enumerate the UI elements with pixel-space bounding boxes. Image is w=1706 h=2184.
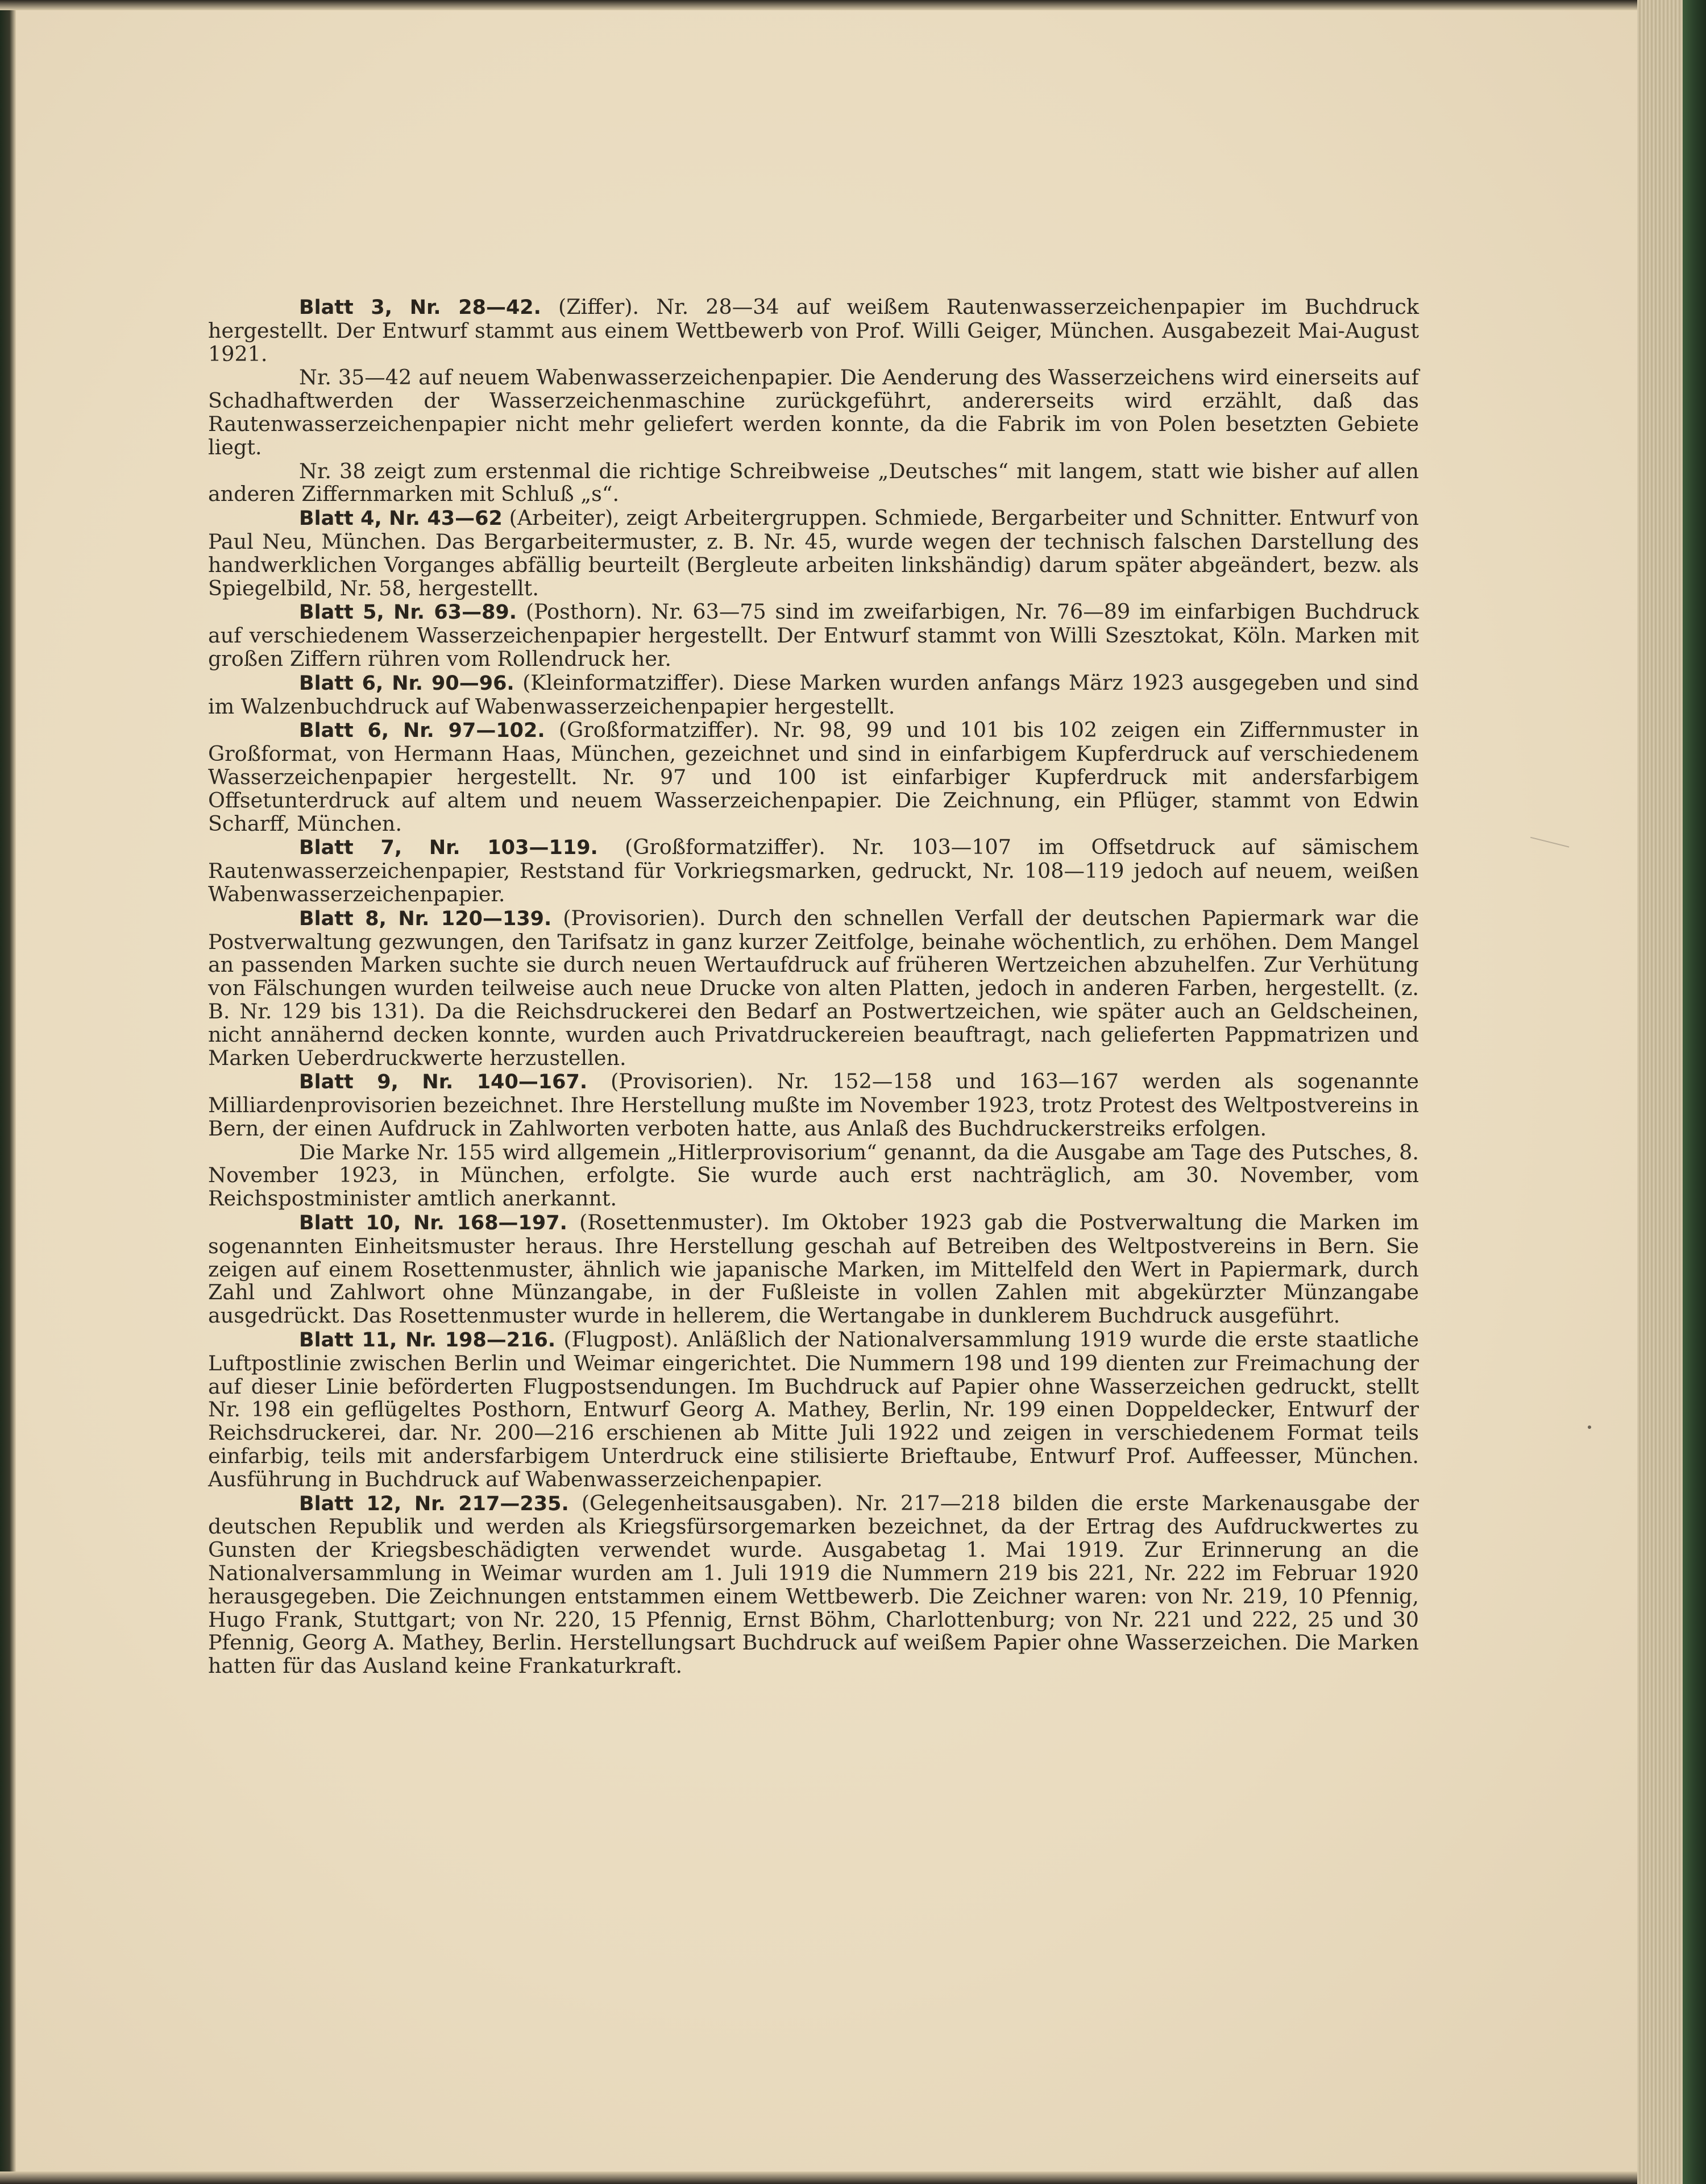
- page-left-edge: [0, 0, 16, 2184]
- paragraph-text: (Großformatziffer). Nr. 98, 99 und 101 bis 102 zeigen ein Ziffernmuster in Großformat, von Hermann Haas, München, gezeichnet und sind in einfarbigem Kupferdruck auf verschiedenem Wasserzeichenpapier hergestellt. Nr. 97 und 100 ist einfarbiger Kupferdruck mit andersfarbigem Offsetunterdruck auf altem und neuem Wasserzeichenpapier. Die Zeichnung, ein Pflüger, stammt von Edwin Scharff, München.: [208, 718, 1419, 836]
- paragraph-heading: Blatt 9, Nr. 140—167.: [299, 1071, 588, 1094]
- paragraph-heading: Blatt 6, Nr. 90—96.: [299, 672, 514, 695]
- paragraph-blatt-10: [208, 1211, 1419, 1328]
- paragraph-heading: Blatt 12, Nr. 217—235.: [299, 1492, 569, 1515]
- paper-speck: [1588, 1425, 1591, 1429]
- paragraph-blatt-6-grossformat: [208, 719, 1419, 835]
- paragraph-blatt-6-kleinformat: [208, 672, 1419, 719]
- paragraph-text: Nr. 35—42 auf neuem Wabenwasserzeichenpapier. Die Aenderung des Wasserzeichens wird einerseits auf Schadhaftwerden der Wasserzeichenmaschine zurückgeführt, andererseits wird erzählt, daß das Rautenwasserzeichenpapier nicht mehr geliefert werden konnte, da die Fabrik im von Polen besetzten Gebiete liegt.: [208, 365, 1419, 459]
- paragraph-heading: Blatt 3, Nr. 28—42.: [299, 296, 541, 319]
- paragraph-nr-35-42: [208, 366, 1419, 459]
- paragraph-blatt-4: [208, 507, 1419, 600]
- paragraph-heading: Blatt 7, Nr. 103—119.: [299, 836, 598, 860]
- paragraph-blatt-9: [208, 1070, 1419, 1140]
- paragraph-text: (Gelegenheitsausgaben). Nr. 217—218 bilden die erste Markenausgabe der deutschen Republik und werden als Kriegsfürsorgemarken bezeichnet, da der Ertrag des Aufdruckwertes zu Gunsten der Kriegsbeschädigten verwendet wurde. Ausgabetag 1. Mai 1919. Zur Erinnerung an die Nationalversammlung in Weimar wurden am 1. Juli 1919 die Nummern 219 bis 221, Nr. 222 im Februar 1920 herausgegeben. Die Zeichnungen entstammen einem Wettbewerb. Die Zeichner waren: von Nr. 219, 10 Pfennig, Hugo Frank, Stuttgart; von Nr. 220, 15 Pfennig, Ernst Böhm, Charlottenburg; von Nr. 221 und 222, 25 und 30 Pfennig, Georg A. Mathey, Berlin. Herstellungsart Buchdruck auf weißem Papier ohne Wasserzeichen. Die Marken hatten für das Ausland keine Frankaturkraft.: [208, 1490, 1419, 1679]
- paragraph-text: (Ziffer). Nr. 28—34 auf weißem Rautenwasserzeichenpapier im Buchdruck hergestellt. Der Entwurf stammt aus einem Wettbewerb von Prof. Willi Geiger, München. Ausgabezeit Mai-August 1921.: [208, 295, 1419, 366]
- paragraph-blatt-11: [208, 1328, 1419, 1491]
- paper-scratch-mark: [1529, 837, 1570, 853]
- page-top-edge: [0, 0, 1660, 10]
- paragraph-heading: Blatt 4, Nr. 43—62: [299, 507, 503, 531]
- paragraph-nr-38: [208, 460, 1419, 507]
- paragraph-nr-155: [208, 1141, 1419, 1211]
- paragraph-text: (Provisorien). Nr. 152—158 und 163—167 werden als sogenannte Milliardenprovisorien bezeichnet. Ihre Herstellung mußte im November 1923, trotz Protest des Weltpostvereins in Bern, der einen Aufdruck in Zahlworten verboten hatte, aus Anlaß des Buchdruckerstreiks erfolgen.: [208, 1069, 1419, 1141]
- paragraph-heading: Blatt 8, Nr. 120—139.: [299, 907, 552, 930]
- paragraph-text: (Großformatziffer). Nr. 103—107 im Offsetdruck auf sämischem Rautenwasserzeichenpapier, Reststand für Vorkriegsmarken, gedruckt, Nr. 108—119 jedoch auf neuem, weißen Wabenwasserzeichenpapier.: [208, 835, 1419, 906]
- paragraph-text: (Arbeiter), zeigt Arbeitergruppen. Schmiede, Bergarbeiter und Schnitter. Entwurf von Paul Neu, München. Das Bergarbeitermuster, z. B. Nr. 45, wurde wegen der technisch falschen Darstellung des handwerklichen Vorganges abfällig beurteilt (Bergleute arbeiten linkshändig) darum später abgeändert, bezw. als Spiegelbild, Nr. 58, hergestellt.: [208, 505, 1419, 600]
- paragraph-heading: Blatt 11, Nr. 198—216.: [299, 1329, 556, 1352]
- paragraph-text: (Rosettenmuster). Im Oktober 1923 gab die Postverwaltung die Marken im sogenannten Einheitsmuster heraus. Ihre Herstellung geschah auf Betreiben des Weltpostvereins in Bern. Sie zeigen auf einem Rosettenmuster, ähnlich wie japanische Marken, im Mittelfeld den Wert in Papiermark, durch Zahl und Zahlwort ohne Münzangabe, in der Fußleiste in vollen Zahlen mit abgekürzter Münzangabe ausgedrückt. Das Rosettenmuster wurde in hellerem, die Wertangabe in dunklerem Buchdruck ausgeführt.: [208, 1210, 1419, 1328]
- paragraph-text: Die Marke Nr. 155 wird allgemein „Hitlerprovisorium“ genannt, da die Ausgabe am Tage des Putsches, 8. November 1923, in München, erfolgte. Sie wurde auch erst nachträglich, am 30. November, vom Reichspostminister amtlich anerkannt.: [208, 1139, 1419, 1211]
- paragraph-heading: Blatt 10, Nr. 168—197.: [299, 1212, 567, 1235]
- book-binding: [1683, 0, 1706, 2184]
- paragraph-blatt-7: [208, 836, 1419, 906]
- paragraph-blatt-3: [208, 296, 1419, 366]
- paragraph-heading: Blatt 5, Nr. 63—89.: [299, 601, 517, 624]
- paragraph-blatt-12: [208, 1492, 1419, 1678]
- page-bottom-edge: [0, 2171, 1660, 2184]
- paragraph-blatt-5: [208, 600, 1419, 670]
- paragraph-heading: Blatt 6, Nr. 97—102.: [299, 719, 545, 743]
- paragraph-text: (Provisorien). Durch den schnellen Verfall der deutschen Papiermark war die Postverwaltung gezwungen, den Tarifsatz in ganz kurzer Zeitfolge, beinahe wöchentlich, zu erhöhen. Dem Mangel an passenden Marken suchte sie durch neuen Wertaufdruck auf früheren Wertzeichen abzuhelfen. Zur Verhütung von Fälschungen wurden teilweise auch neue Drucke von alten Platten, jedoch in anderen Farben, hergestellt. (z. B. Nr. 129 bis 131). Da die Reichsdruckerei den Bedarf an Postwertzeichen, wie später auch an Geldscheinen, nicht annähernd decken konnte, wurden auch Privatdruckereien beauftragt, nach gelieferten Pappmatrizen und Marken Ueberdruckwerte herzustellen.: [208, 905, 1419, 1070]
- paragraph-text: Nr. 38 zeigt zum erstenmal die richtige Schreibweise „Deutsches“ mit langem, statt wie bisher auf allen anderen Ziffernmarken mit Schluß „s“.: [208, 458, 1419, 507]
- paragraph-text: (Kleinformatziffer). Diese Marken wurden anfangs März 1923 ausgegeben und sind im Walzenbuchdruck auf Wabenwasserzeichenpapier hergestellt.: [208, 670, 1419, 719]
- paragraph-blatt-8: [208, 907, 1419, 1070]
- paragraph-text: (Posthorn). Nr. 63—75 sind im zweifarbigen, Nr. 76—89 im einfarbigen Buchdruck auf verschiedenem Wasserzeichenpapier hergestellt. Der Entwurf stammt von Willi Szesztokat, Köln. Marken mit großen Ziffern rühren vom Rollendruck her.: [208, 599, 1419, 671]
- body-text: [208, 296, 1419, 1679]
- paragraph-text: (Flugpost). Anläßlich der Nationalversammlung 1919 wurde die erste staatliche Luftpostlinie zwischen Berlin und Weimar eingerichtet. Die Nummern 198 und 199 dienten zur Freimachung der auf dieser Linie beförderten Flugpostsendungen. Im Buchdruck auf Papier ohne Wasserzeichen gedruckt, stellt Nr. 198 ein geflügeltes Posthorn, Entwurf Georg A. Mathey, Berlin, Nr. 199 einen Doppeldecker, Entwurf der Reichsdruckerei, dar. Nr. 200—216 erschienen ab Mitte Juli 1922 und zeigen in verschiedenem Format teils einfarbig, teils mit andersfarbigem Unterdruck eine stilisierte Brieftaube, Entwurf Prof. Auffeesser, München. Ausführung in Buchdruck auf Wabenwasserzeichenpapier.: [208, 1327, 1419, 1491]
